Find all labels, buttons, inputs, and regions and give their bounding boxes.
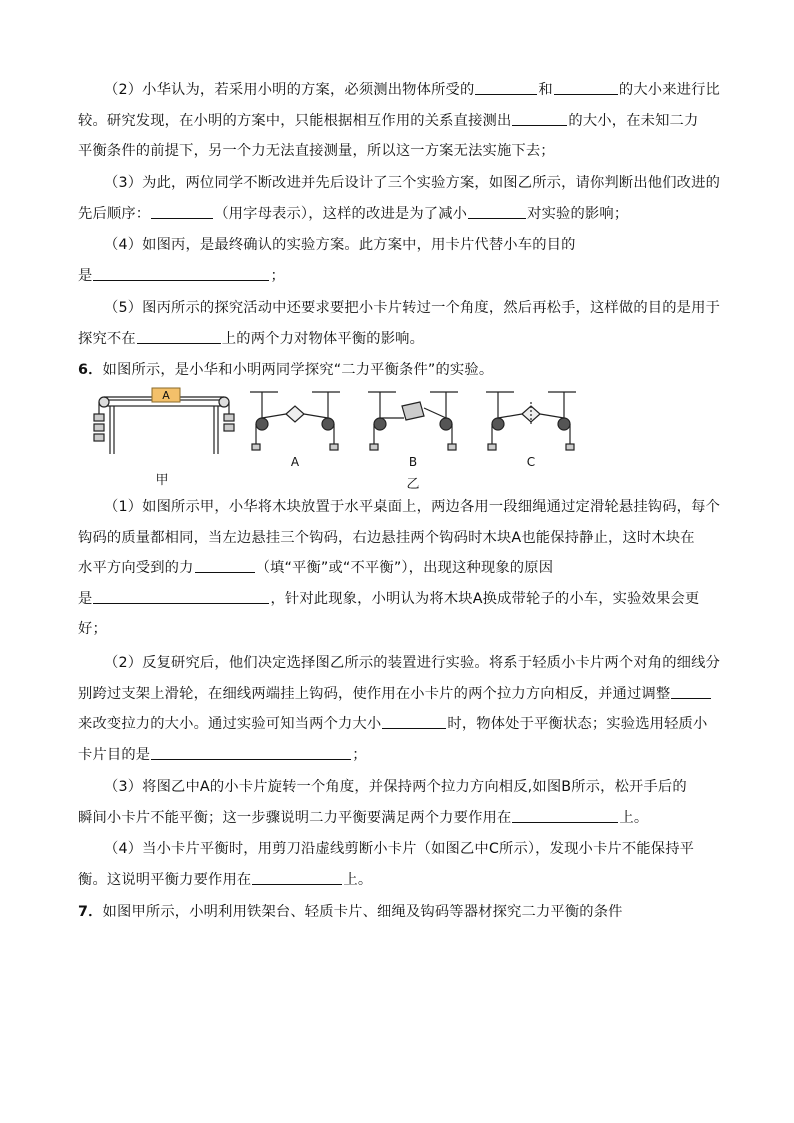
weight-icon [448, 444, 456, 450]
figure-yi-c [486, 392, 576, 450]
q6-part3 [78, 772, 726, 833]
text: （填“平衡”或“不平衡”），出现这种现象的原因 [255, 560, 554, 576]
text: 对实验的影响； [527, 205, 629, 222]
text: 如图所示，是小华和小明两同学探究“二力平衡条件”的实验。 [102, 362, 494, 378]
text: 衡。这说明平衡力要作用在 [78, 871, 252, 888]
question-number: 7． [78, 904, 103, 920]
string [540, 414, 564, 418]
label-b: B [408, 455, 418, 469]
weight-icon [94, 434, 104, 441]
answer-blank[interactable] [468, 204, 526, 219]
q6-part2 [78, 648, 726, 770]
block-label: A [162, 389, 170, 402]
q6-part1 [78, 492, 726, 645]
weight-icon [94, 424, 104, 431]
answer-blank[interactable] [137, 329, 221, 344]
q5-part3 [78, 168, 726, 229]
text: （1）如图所示甲，小华将木块放置于水平桌面上，两边各用一段细绳通过定滑轮悬挂钩码，每个 [104, 499, 721, 515]
answer-blank[interactable] [93, 266, 269, 281]
label-jia: 甲 [155, 473, 169, 488]
text: 的大小来进行比 [618, 82, 721, 98]
text: （用字母表示），这样的改进是为了减小 [214, 205, 468, 222]
pulley-icon [99, 397, 109, 407]
card [286, 406, 304, 422]
text: 和 [538, 82, 553, 98]
text: （4）如图丙，是最终确认的实验方案。此方案中，用卡片代替小车的目的 [104, 237, 576, 253]
pulley-icon [492, 418, 504, 430]
answer-blank[interactable] [151, 204, 213, 219]
figure-yi-b [368, 392, 458, 450]
hook-weights-left [94, 414, 104, 441]
text: （5）图丙所示的探究活动中还要求要把小卡片转过一个角度，然后再松手，这样做的目的是用于 [104, 300, 721, 316]
pulley-icon [440, 418, 452, 430]
question-number: 6． [78, 362, 103, 378]
text: 好； [78, 621, 107, 637]
label-a: A [290, 455, 300, 469]
text: 较。研究发现，在小明的方案中，只能根据相互作用的关系直接测出 [78, 112, 512, 129]
text: （2）小华认为，若采用小明的方案，必须测出物体所受的 [104, 82, 475, 98]
q5-part5 [78, 293, 726, 354]
card-rotated [402, 402, 424, 420]
pulley-icon [322, 418, 334, 430]
q6-stem [78, 355, 726, 386]
q6-part4 [78, 834, 726, 895]
text: 上的两个力对物体平衡的影响。 [221, 330, 425, 347]
weight-icon [224, 424, 234, 431]
string [304, 414, 328, 418]
answer-blank[interactable] [195, 558, 255, 573]
text: ； [270, 267, 285, 284]
answer-blank[interactable] [554, 80, 618, 95]
q5-part4 [78, 230, 726, 291]
pulley-icon [558, 418, 570, 430]
answer-blank[interactable] [512, 111, 567, 126]
text: ； [352, 746, 367, 763]
string [262, 414, 286, 418]
weight-icon [330, 444, 338, 450]
apparatus-diagram [90, 384, 610, 492]
figure-yi-a [250, 392, 340, 450]
pulley-icon [374, 418, 386, 430]
text: 卡片目的是 [78, 746, 151, 763]
weight-icon [94, 414, 104, 421]
text: 是 [78, 267, 93, 284]
text: 平衡条件的前提下，另一个力无法直接测量，所以这一方案无法实施下去； [78, 143, 555, 159]
text: ，针对此现象，小明认为将木块A换成带轮子的小车，实验效果会更 [270, 590, 700, 607]
figure-jia [94, 397, 234, 454]
text: 水平方向受到的力 [78, 560, 194, 576]
text: 钩码的质量都相同，当左边悬挂三个钩码，右边悬挂两个钩码时木块A也能保持静止，这时木块在 [78, 529, 695, 546]
text: 瞬间小卡片不能平衡；这一步骤说明二力平衡要满足两个力要作用在 [78, 809, 512, 826]
pulley-icon [219, 397, 229, 407]
text: 别跨过支架上滑轮，在细线两端挂上钩码，使作用在小卡片的两个拉力方向相反，并通过调整 [78, 685, 671, 702]
text: （4）当小卡片平衡时，用剪刀沿虚线剪断小卡片（如图乙中C所示），发现小卡片不能保持平 [104, 841, 695, 857]
text: 的大小，在未知二力 [568, 112, 699, 129]
answer-blank[interactable] [512, 808, 618, 823]
text: 来改变拉力的大小。通过实验可知当两个力大小 [78, 716, 382, 732]
weight-icon [370, 444, 378, 450]
text: 是 [78, 590, 93, 607]
text: 如图甲所示，小明利用铁架台、轻质卡片、细绳及钩码等器材探究二力平衡的条件 [102, 904, 623, 920]
answer-blank[interactable] [671, 684, 711, 699]
text: 时，物体处于平衡状态；实验选用轻质小 [447, 716, 708, 732]
text: （2）反复研究后，他们决定选择图乙所示的装置进行实验。将系于轻质小卡片两个对角的细线分 [104, 655, 721, 671]
string [498, 414, 522, 418]
answer-blank[interactable] [151, 745, 351, 760]
text: 上。 [619, 809, 649, 826]
q6-figure [90, 384, 610, 492]
hook-weights-right [224, 414, 234, 431]
text: （3）为此，两位同学不断改进并先后设计了三个实验方案，如图乙所示，请你判断出他们改进的 [104, 175, 721, 191]
pulley-icon [256, 418, 268, 430]
label-c: C [526, 455, 536, 469]
weight-icon [566, 444, 574, 450]
answer-blank[interactable] [252, 870, 342, 885]
answer-blank[interactable] [93, 589, 269, 604]
answer-blank[interactable] [382, 714, 446, 729]
q7-stem [78, 897, 726, 928]
label-yi: 乙 [406, 477, 420, 492]
text: （3）将图乙中A的小卡片旋转一个角度，并保持两个拉力方向相反,如图B所示，松开手后的 [104, 779, 687, 795]
weight-icon [224, 414, 234, 421]
weight-icon [488, 444, 496, 450]
q5-part2 [78, 75, 726, 167]
string [424, 408, 446, 418]
answer-blank[interactable] [475, 80, 537, 95]
weight-icon [252, 444, 260, 450]
text: 探究不在 [78, 330, 136, 347]
text: 先后顺序： [78, 205, 151, 222]
text: 上。 [343, 871, 373, 888]
